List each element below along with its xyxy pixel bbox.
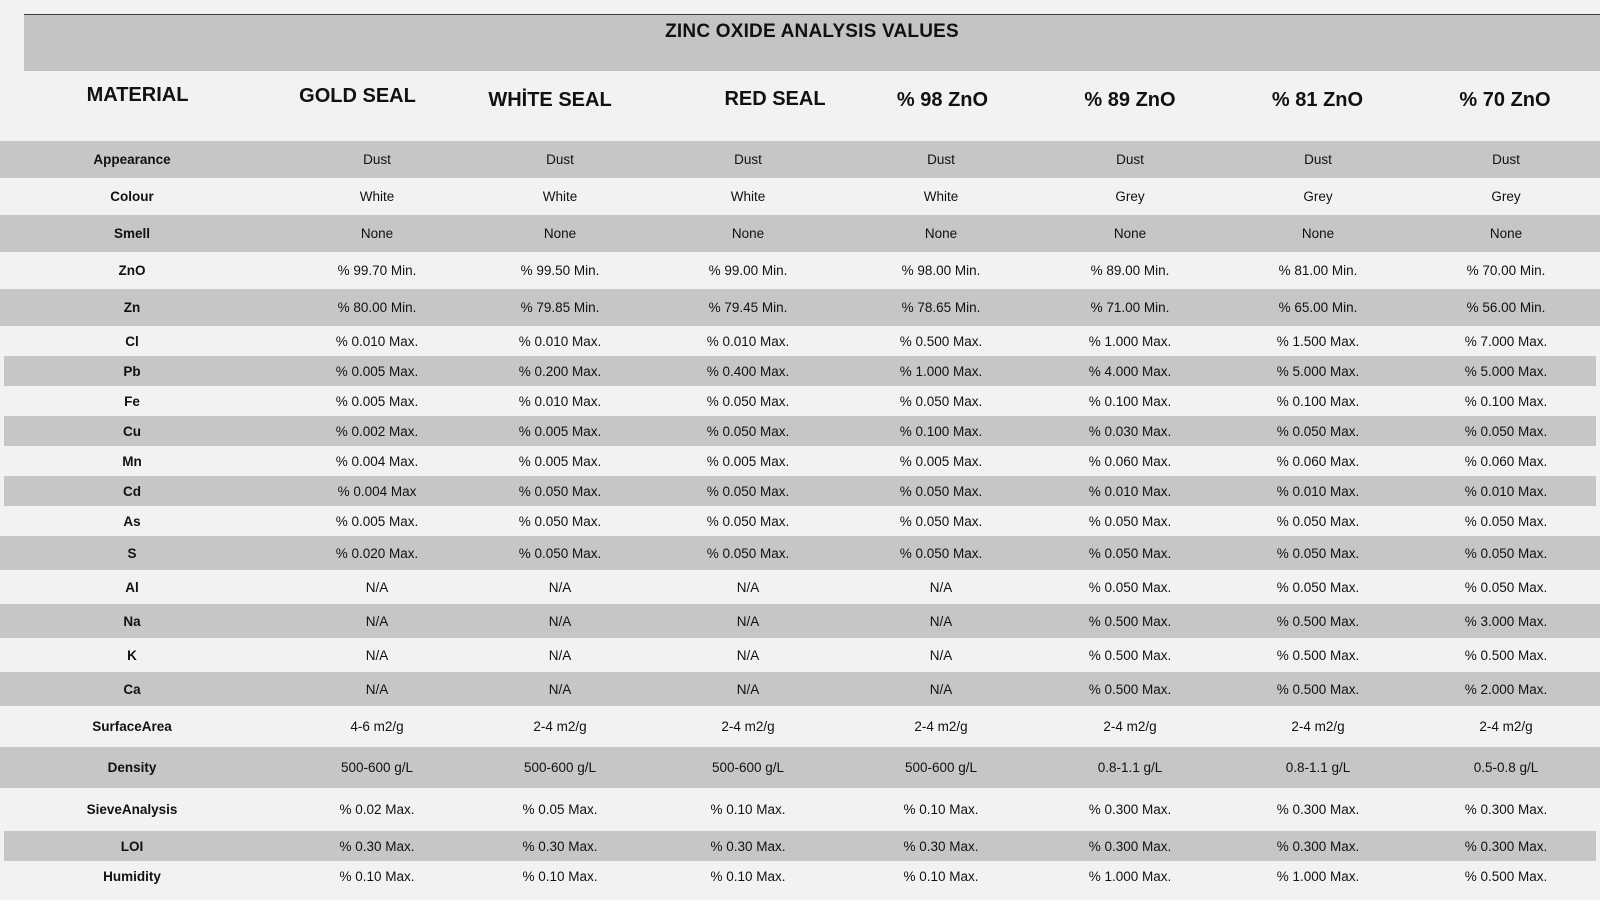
table-cell-whi-te-seal: % 79.85 Min.: [520, 300, 600, 315]
table-cell-gold-seal: % 0.004 Max.: [335, 453, 419, 469]
table-cell-89-zno: % 89.00 Min.: [1090, 263, 1170, 278]
table-cell-whi-te-seal: N/A: [548, 647, 572, 663]
table-cell-98-zno: N/A: [929, 579, 953, 595]
row-label: Appearance: [93, 152, 171, 167]
table-cell-89-zno: % 0.300 Max.: [1088, 838, 1172, 854]
table-cell-70-zno: % 56.00 Min.: [1466, 300, 1546, 315]
row-label: Zn: [123, 300, 141, 315]
table-cell-gold-seal: % 80.00 Min.: [337, 300, 417, 315]
column-header-red-seal: RED SEAL: [724, 88, 826, 110]
table-cell-81-zno: None: [1301, 226, 1335, 241]
row-label: SieveAnalysis: [86, 802, 178, 817]
row-label: Na: [123, 613, 141, 629]
table-row-k: [0, 638, 1600, 672]
table-cell-81-zno: % 0.060 Max.: [1276, 453, 1360, 469]
row-label: ZnO: [118, 263, 146, 278]
table-row-cu: [4, 416, 1596, 446]
table-cell-70-zno: % 0.050 Max.: [1464, 513, 1548, 529]
table-cell-gold-seal: % 0.010 Max.: [335, 333, 419, 349]
table-cell-98-zno: % 0.500 Max.: [899, 333, 983, 349]
row-label: SurfaceArea: [92, 719, 172, 734]
table-cell-81-zno: % 81.00 Min.: [1278, 263, 1358, 278]
table-cell-89-zno: % 0.500 Max.: [1088, 681, 1172, 697]
table-cell-gold-seal: % 0.004 Max: [337, 483, 417, 499]
table-row-smell: [0, 215, 1600, 252]
table-cell-98-zno: 2-4 m2/g: [914, 719, 968, 734]
page-title: ZINC OXIDE ANALYSIS VALUES: [665, 21, 959, 42]
table-cell-whi-te-seal: N/A: [548, 579, 572, 595]
column-header-material: MATERIAL: [86, 84, 189, 106]
table-cell-89-zno: % 0.050 Max.: [1088, 579, 1172, 595]
table-cell-whi-te-seal: N/A: [548, 681, 572, 697]
row-label: Al: [125, 579, 139, 595]
table-row-humidity: [0, 861, 1600, 891]
table-row-cd: [4, 476, 1596, 506]
column-header-white-seal: WHİTE SEAL: [488, 89, 612, 111]
table-row-ca: [0, 672, 1600, 706]
table-cell-81-zno: % 1.000 Max.: [1276, 868, 1360, 884]
table-cell-70-zno: % 0.500 Max.: [1464, 868, 1548, 884]
table-row-s: [0, 536, 1600, 570]
table-cell-red-seal: % 0.30 Max.: [710, 838, 786, 854]
table-cell-red-seal: N/A: [736, 579, 760, 595]
row-label: Fe: [124, 393, 140, 409]
table-cell-red-seal: N/A: [736, 613, 760, 629]
table-cell-whi-te-seal: % 0.200 Max.: [518, 363, 602, 379]
table-cell-89-zno: % 0.300 Max.: [1088, 802, 1172, 817]
table-row-al: [0, 570, 1600, 604]
table-cell-gold-seal: N/A: [365, 579, 389, 595]
table-cell-89-zno: % 71.00 Min.: [1090, 300, 1170, 315]
table-cell-whi-te-seal: % 0.010 Max.: [518, 393, 602, 409]
table-row-cl: [0, 326, 1600, 356]
table-cell-whi-te-seal: % 0.005 Max.: [518, 453, 602, 469]
column-header-98-zno: % 98 ZnO: [896, 89, 989, 111]
table-row-density: [0, 747, 1600, 788]
table-row-mn: [0, 446, 1600, 476]
table-cell-gold-seal: % 0.02 Max.: [339, 802, 415, 817]
column-header-70-zno: % 70 ZnO: [1459, 89, 1551, 111]
table-cell-gold-seal: Dust: [363, 152, 391, 167]
table-cell-gold-seal: % 0.002 Max.: [335, 423, 419, 439]
table-cell-98-zno: N/A: [929, 681, 953, 697]
table-cell-gold-seal: 4-6 m2/g: [350, 719, 404, 734]
table-row-sieveanalysis: [0, 788, 1600, 831]
table-cell-gold-seal: N/A: [365, 613, 389, 629]
table-cell-gold-seal: % 0.020 Max.: [335, 545, 419, 561]
column-header-81-zno: % 81 ZnO: [1271, 89, 1364, 111]
table-cell-89-zno: None: [1113, 226, 1147, 241]
table-cell-89-zno: % 0.500 Max.: [1088, 647, 1172, 663]
table-cell-red-seal: % 0.10 Max.: [710, 868, 786, 884]
table-cell-81-zno: % 5.000 Max.: [1276, 363, 1360, 379]
table-cell-red-seal: % 0.005 Max.: [706, 453, 790, 469]
table-cell-98-zno: % 1.000 Max.: [899, 363, 983, 379]
table-row-pb: [4, 356, 1596, 386]
table-cell-70-zno: 0.5-0.8 g/L: [1473, 760, 1539, 775]
table-row-colour: [0, 178, 1600, 215]
table-cell-81-zno: % 65.00 Min.: [1278, 300, 1358, 315]
table-cell-70-zno: % 0.060 Max.: [1464, 453, 1548, 469]
row-label: Density: [107, 760, 157, 775]
table-cell-70-zno: 2-4 m2/g: [1479, 719, 1533, 734]
table-cell-whi-te-seal: 500-600 g/L: [523, 760, 597, 775]
table-cell-red-seal: % 99.00 Min.: [708, 263, 788, 278]
table-cell-70-zno: % 0.300 Max.: [1464, 838, 1548, 854]
table-row-as: [0, 506, 1600, 536]
table-cell-red-seal: % 0.050 Max.: [706, 393, 790, 409]
table-cell-gold-seal: % 0.10 Max.: [339, 868, 415, 884]
table-cell-red-seal: 2-4 m2/g: [721, 719, 775, 734]
table-cell-gold-seal: % 0.005 Max.: [335, 363, 419, 379]
table-cell-89-zno: % 0.050 Max.: [1088, 545, 1172, 561]
table-cell-gold-seal: 500-600 g/L: [340, 760, 414, 775]
table-cell-89-zno: % 4.000 Max.: [1088, 363, 1172, 379]
table-cell-red-seal: % 0.010 Max.: [706, 333, 790, 349]
table-row-zn: [0, 289, 1600, 326]
table-cell-70-zno: % 0.050 Max.: [1464, 423, 1548, 439]
table-cell-89-zno: 2-4 m2/g: [1103, 719, 1157, 734]
table-cell-whi-te-seal: Dust: [546, 152, 574, 167]
table-cell-red-seal: % 0.050 Max.: [706, 423, 790, 439]
table-cell-98-zno: % 0.050 Max.: [899, 545, 983, 561]
row-label: Cu: [123, 423, 141, 439]
table-cell-98-zno: % 78.65 Min.: [901, 300, 981, 315]
table-cell-89-zno: % 1.000 Max.: [1088, 868, 1172, 884]
table-cell-whi-te-seal: None: [543, 226, 577, 241]
table-cell-81-zno: % 0.300 Max.: [1276, 838, 1360, 854]
table-cell-red-seal: Dust: [734, 152, 762, 167]
table-cell-98-zno: % 0.005 Max.: [899, 453, 983, 469]
table-cell-whi-te-seal: % 0.05 Max.: [522, 802, 598, 817]
table-cell-whi-te-seal: % 0.30 Max.: [522, 838, 598, 854]
table-cell-70-zno: % 0.300 Max.: [1464, 802, 1548, 817]
table-row-zno: [0, 252, 1600, 289]
table-row-loi: [4, 831, 1596, 861]
table-cell-whi-te-seal: % 0.050 Max.: [518, 513, 602, 529]
table-cell-98-zno: N/A: [929, 647, 953, 663]
table-row-na: [0, 604, 1600, 638]
table-cell-98-zno: % 0.10 Max.: [903, 802, 979, 817]
table-cell-70-zno: Grey: [1491, 189, 1521, 204]
table-cell-98-zno: % 0.050 Max.: [899, 483, 983, 499]
table-cell-red-seal: % 0.050 Max.: [706, 545, 790, 561]
table-cell-gold-seal: % 0.005 Max.: [335, 513, 419, 529]
column-header-gold-seal: GOLD SEAL: [299, 85, 416, 107]
table-cell-gold-seal: % 0.30 Max.: [339, 838, 415, 854]
table-cell-gold-seal: None: [360, 226, 394, 241]
table-cell-gold-seal: % 99.70 Min.: [337, 263, 417, 278]
table-cell-98-zno: % 0.050 Max.: [899, 393, 983, 409]
table-cell-whi-te-seal: White: [542, 189, 578, 204]
table-cell-81-zno: % 0.500 Max.: [1276, 681, 1360, 697]
table-cell-70-zno: % 0.010 Max.: [1464, 483, 1548, 499]
table-cell-89-zno: % 0.010 Max.: [1088, 483, 1172, 499]
row-label: Mn: [122, 453, 142, 469]
table-cell-70-zno: % 7.000 Max.: [1464, 333, 1548, 349]
table-cell-89-zno: % 1.000 Max.: [1088, 333, 1172, 349]
table-cell-gold-seal: N/A: [365, 681, 389, 697]
table-cell-70-zno: % 0.050 Max.: [1464, 579, 1548, 595]
row-label: LOI: [120, 838, 144, 854]
table-cell-red-seal: 500-600 g/L: [711, 760, 785, 775]
table-row-appearance: [0, 141, 1600, 178]
row-label: Ca: [123, 681, 141, 697]
row-label: Smell: [113, 226, 151, 241]
table-cell-98-zno: Dust: [927, 152, 955, 167]
table-cell-whi-te-seal: 2-4 m2/g: [533, 719, 587, 734]
table-cell-red-seal: % 0.050 Max.: [706, 513, 790, 529]
table-cell-70-zno: % 0.100 Max.: [1464, 393, 1548, 409]
table-cell-81-zno: % 0.100 Max.: [1276, 393, 1360, 409]
table-cell-81-zno: 0.8-1.1 g/L: [1285, 760, 1351, 775]
table-cell-70-zno: Dust: [1492, 152, 1520, 167]
table-cell-whi-te-seal: N/A: [548, 613, 572, 629]
table-cell-whi-te-seal: % 0.10 Max.: [522, 868, 598, 884]
table-cell-red-seal: % 0.10 Max.: [710, 802, 786, 817]
table-cell-81-zno: % 0.010 Max.: [1276, 483, 1360, 499]
row-label: As: [123, 513, 141, 529]
table-cell-89-zno: % 0.030 Max.: [1088, 423, 1172, 439]
title-band: [24, 15, 1600, 71]
table-cell-89-zno: % 0.060 Max.: [1088, 453, 1172, 469]
table-cell-98-zno: % 98.00 Min.: [901, 263, 981, 278]
table-row-fe: [0, 386, 1600, 416]
table-cell-70-zno: % 2.000 Max.: [1464, 681, 1548, 697]
table-cell-89-zno: % 0.100 Max.: [1088, 393, 1172, 409]
table-cell-81-zno: Dust: [1304, 152, 1332, 167]
table-cell-89-zno: % 0.500 Max.: [1088, 613, 1172, 629]
table-cell-81-zno: 2-4 m2/g: [1291, 719, 1345, 734]
table-cell-whi-te-seal: % 99.50 Min.: [520, 263, 600, 278]
table-cell-red-seal: % 0.050 Max.: [706, 483, 790, 499]
table-cell-98-zno: % 0.050 Max.: [899, 513, 983, 529]
column-header-89-zno: % 89 ZnO: [1084, 89, 1176, 111]
table-cell-gold-seal: % 0.005 Max.: [335, 393, 419, 409]
row-label: S: [127, 545, 137, 561]
row-label: K: [127, 647, 137, 663]
table-cell-red-seal: White: [730, 189, 766, 204]
table-cell-81-zno: % 0.500 Max.: [1276, 647, 1360, 663]
row-label: Colour: [110, 189, 154, 204]
table-cell-70-zno: % 5.000 Max.: [1464, 363, 1548, 379]
table-cell-70-zno: None: [1489, 226, 1523, 241]
table-cell-98-zno: % 0.10 Max.: [903, 868, 979, 884]
table-cell-89-zno: % 0.050 Max.: [1088, 513, 1172, 529]
table-cell-98-zno: White: [923, 189, 959, 204]
table-cell-81-zno: % 0.300 Max.: [1276, 802, 1360, 817]
table-cell-89-zno: Dust: [1116, 152, 1144, 167]
table-cell-81-zno: % 0.050 Max.: [1276, 423, 1360, 439]
table-cell-whi-te-seal: % 0.050 Max.: [518, 483, 602, 499]
row-label: Humidity: [103, 868, 161, 884]
table-cell-98-zno: % 0.100 Max.: [899, 423, 983, 439]
table-cell-70-zno: % 70.00 Min.: [1466, 263, 1546, 278]
table-cell-81-zno: % 0.050 Max.: [1276, 513, 1360, 529]
table-cell-whi-te-seal: % 0.010 Max.: [518, 333, 602, 349]
table-cell-98-zno: None: [924, 226, 958, 241]
table-cell-81-zno: % 0.500 Max.: [1276, 613, 1360, 629]
table-cell-whi-te-seal: % 0.005 Max.: [518, 423, 602, 439]
table-cell-red-seal: None: [731, 226, 765, 241]
row-label: Cd: [123, 483, 141, 499]
table-cell-70-zno: % 3.000 Max.: [1464, 613, 1548, 629]
table-cell-gold-seal: White: [359, 189, 395, 204]
table-header: [0, 71, 1600, 141]
table-cell-98-zno: % 0.30 Max.: [903, 838, 979, 854]
table-row-surfacearea: [0, 706, 1600, 747]
table-cell-red-seal: N/A: [736, 681, 760, 697]
table-cell-81-zno: % 0.050 Max.: [1276, 545, 1360, 561]
table-cell-89-zno: 0.8-1.1 g/L: [1097, 760, 1163, 775]
table-cell-98-zno: 500-600 g/L: [904, 760, 978, 775]
table-cell-red-seal: % 79.45 Min.: [708, 300, 788, 315]
row-label: Cl: [125, 333, 139, 349]
table-cell-81-zno: % 0.050 Max.: [1276, 579, 1360, 595]
table-cell-89-zno: Grey: [1115, 189, 1145, 204]
table-cell-81-zno: Grey: [1303, 189, 1333, 204]
table-cell-red-seal: % 0.400 Max.: [706, 363, 790, 379]
table-cell-98-zno: N/A: [929, 613, 953, 629]
row-label: Pb: [123, 363, 141, 379]
table-cell-whi-te-seal: % 0.050 Max.: [518, 545, 602, 561]
table-cell-81-zno: % 1.500 Max.: [1276, 333, 1360, 349]
table-cell-gold-seal: N/A: [365, 647, 389, 663]
table-cell-70-zno: % 0.050 Max.: [1464, 545, 1548, 561]
table-cell-red-seal: N/A: [736, 647, 760, 663]
table-cell-70-zno: % 0.500 Max.: [1464, 647, 1548, 663]
